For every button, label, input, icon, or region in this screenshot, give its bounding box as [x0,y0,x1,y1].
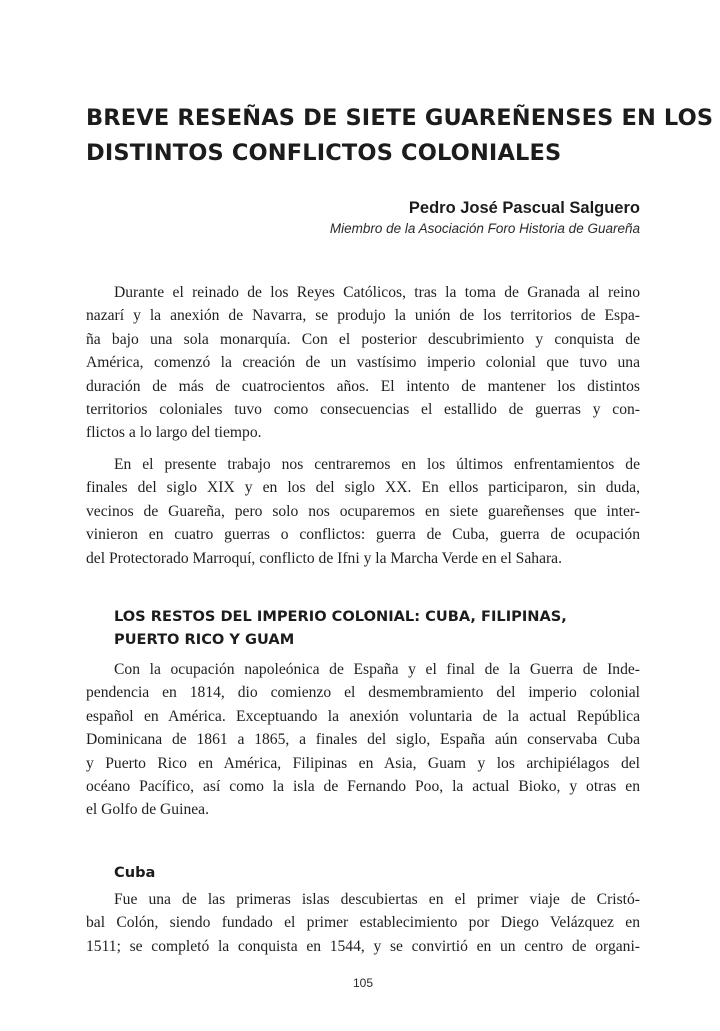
text-line: En el presente trabajo nos centraremos en los últimos enfrentamientos de [114,456,640,473]
text-line: ña bajo una sola monarquía. Con el posterior descubrimiento y conquista de [86,330,640,348]
section-heading-line: LOS RESTOS DEL IMPERIO COLONIAL: CUBA, FILIPINAS, [114,608,567,625]
text-line: del Protectorado Marroquí, conflicto de Ifni y la Marcha Verde en el Sahara. [86,549,563,567]
text-line: nazarí y la anexión de Navarra, se produjo la unión de los territorios de Espa- [86,307,640,325]
title-line: BREVE RESEÑAS DE SIETE GUAREÑENSES EN LOS [86,105,714,131]
intro-paragraph-2 [86,453,640,570]
text-line: Dominicana de 1861 a 1865, a finales del siglo, España aún conservaba Cuba [86,731,640,749]
text-line: Fue una de las primeras islas descubiertas en el primer viaje de Cristó- [114,891,640,908]
text-line: pendencia en 1814, dio comienzo el desmembramiento del imperio colonial [86,684,640,702]
article-title [86,101,714,171]
text-line: bal Colón, siendo fundado el primer establecimiento por Diego Velázquez en [86,914,640,932]
text-line: Durante el reinado de los Reyes Católicos, tras la toma de Granada al reino [114,284,640,301]
text-line: vinieron en cuatro guerras o conflictos: guerra de Cuba, guerra de ocupación [86,526,640,544]
section-heading [114,605,640,651]
text-line: duración de más de cuatrocientos años. El intento de mantener los distintos [86,377,640,395]
text-line: 1511; se completó la conquista en 1544, y se convirtió en un centro de organi- [86,937,640,955]
text-line: el Golfo de Guinea. [86,801,209,819]
text-line: Con la ocupación napoleónica de España y el final de la Guerra de Inde- [114,661,640,678]
text-line: vecinos de Guareña, pero solo nos ocuparemos en siete guareñenses que inter- [86,502,640,520]
subsection-heading: Cuba [114,864,156,881]
text-line: finales del siglo XIX y en los del siglo XX. En ellos participaron, sin duda, [86,479,640,497]
section-paragraph [86,658,640,822]
text-line: océano Pacífico, así como la isla de Fernando Poo, la actual Bioko, y otras en [86,777,640,795]
text-line: América, comenzó la creación de un vastísimo imperio colonial que tuvo una [86,354,640,372]
document-page [86,0,714,1031]
text-line: español en América. Exceptuando la anexión voluntaria de la actual República [86,707,640,725]
author-affiliation: Miembro de la Asociación Foro Historia de Guareña [329,221,640,236]
title-line: DISTINTOS CONFLICTOS COLONIALES [86,140,562,166]
text-line: y Puerto Rico en América, Filipinas en Asia, Guam y los archipiélagos del [86,754,640,772]
author-name: Pedro José Pascual Salguero [408,199,640,217]
subsection-paragraph [86,888,640,958]
page-number: 105 [352,976,374,990]
intro-paragraph-1 [86,281,640,445]
text-line: flictos a lo largo del tiempo. [86,424,262,442]
text-line: territorios coloniales tuvo como consecuencias el estallido de guerras y con- [86,400,640,418]
section-heading-line: PUERTO RICO Y GUAM [114,631,295,648]
